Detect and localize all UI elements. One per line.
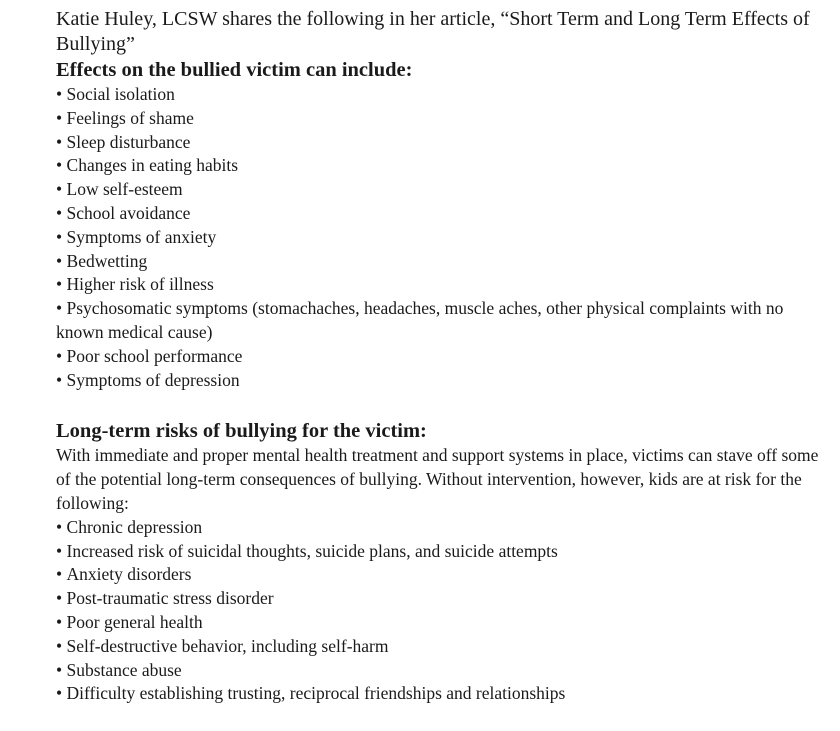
- list-item: • Low self-esteem: [56, 178, 831, 202]
- list-item: • Chronic depression: [56, 516, 831, 540]
- list-item: • Substance abuse: [56, 659, 831, 683]
- long-term-paragraph: With immediate and proper mental health treatment and support systems in place, victims can stave off some of the potential long-term consequences of bullying. Without intervention, however, kids are at risk for the following:: [56, 445, 819, 513]
- list-item: • Increased risk of suicidal thoughts, suicide plans, and suicide attempts: [56, 540, 831, 564]
- list-item: • Changes in eating habits: [56, 154, 831, 178]
- list-item: • Bedwetting: [56, 250, 831, 274]
- list-item: • Sleep disturbance: [56, 131, 831, 155]
- list-item: • Symptoms of anxiety: [56, 226, 831, 250]
- list-item: • Self-destructive behavior, including self-harm: [56, 635, 831, 659]
- list-item: • Social isolation: [56, 83, 831, 107]
- list-item: • Psychosomatic symptoms (stomachaches, headaches, muscle aches, other physical complaints with no known medical cause): [56, 297, 831, 345]
- list-item: • Anxiety disorders: [56, 563, 831, 587]
- list-item: • Poor general health: [56, 611, 831, 635]
- list-item: • Poor school performance: [56, 345, 831, 369]
- list-item: • Symptoms of depression: [56, 369, 831, 393]
- document-body: [56, 7, 831, 706]
- list-item: • Higher risk of illness: [56, 273, 831, 297]
- list-item: • Post-traumatic stress disorder: [56, 587, 831, 611]
- section-spacer: [56, 392, 831, 418]
- section-heading-long-term-risks: Long-term risks of bullying for the victim:: [56, 420, 427, 443]
- list-item: • Difficulty establishing trusting, reciprocal friendships and relationships: [56, 682, 831, 706]
- long-term-risks-list: [56, 516, 831, 706]
- effects-list: [56, 83, 831, 392]
- section-heading-effects: Effects on the bullied victim can include:: [56, 59, 413, 81]
- article-intro: Katie Huley, LCSW shares the following in her article, “Short Term and Long Term Effects of Bullying”: [56, 8, 810, 55]
- list-item: • Feelings of shame: [56, 107, 831, 131]
- list-item: • School avoidance: [56, 202, 831, 226]
